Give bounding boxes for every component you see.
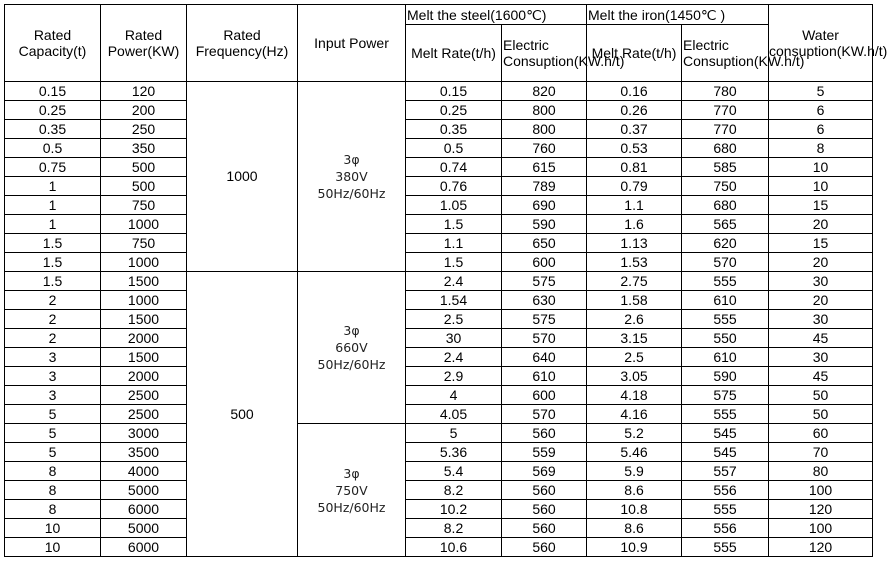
steel-electric-cell: 820	[502, 82, 587, 101]
power-cell: 1500	[101, 310, 187, 329]
water-consumption-cell: 20	[769, 291, 873, 310]
input-power-cell	[298, 82, 406, 272]
capacity-cell: 8	[5, 481, 101, 500]
power-cell: 4000	[101, 462, 187, 481]
steel-melt-rate-cell: 2.9	[406, 367, 502, 386]
steel-electric-cell: 615	[502, 158, 587, 177]
voltage-text: 660V	[335, 340, 368, 355]
iron-melt-rate-cell: 1.58	[587, 291, 682, 310]
input-power-cell	[298, 424, 406, 557]
table-row	[5, 424, 873, 443]
power-cell: 1000	[101, 291, 187, 310]
water-consumption-cell: 8	[769, 139, 873, 158]
iron-melt-rate-cell: 0.81	[587, 158, 682, 177]
capacity-cell: 3	[5, 386, 101, 405]
capacity-cell: 5	[5, 424, 101, 443]
steel-electric-cell: 789	[502, 177, 587, 196]
table-row	[5, 310, 873, 329]
table-row	[5, 329, 873, 348]
iron-electric-cell: 555	[682, 272, 769, 291]
steel-electric-cell: 760	[502, 139, 587, 158]
steel-electric-cell: 570	[502, 405, 587, 424]
power-cell: 6000	[101, 538, 187, 557]
steel-electric-cell: 559	[502, 443, 587, 462]
iron-melt-rate-cell: 5.2	[587, 424, 682, 443]
water-consumption-cell: 30	[769, 348, 873, 367]
steel-electric-cell: 640	[502, 348, 587, 367]
water-consumption-cell: 70	[769, 443, 873, 462]
steel-melt-rate-cell: 2.4	[406, 348, 502, 367]
steel-electric-cell: 560	[502, 538, 587, 557]
rated-capacity-header: Rated Capacity(t)	[5, 5, 101, 82]
power-cell: 500	[101, 158, 187, 177]
steel-melt-rate-cell: 4	[406, 386, 502, 405]
power-cell: 5000	[101, 519, 187, 538]
water-consumption-cell: 6	[769, 120, 873, 139]
capacity-cell: 5	[5, 405, 101, 424]
steel-electric-cell: 575	[502, 310, 587, 329]
rated-power-header: Rated Power(KW)	[101, 5, 187, 82]
steel-melt-rate-cell: 0.25	[406, 101, 502, 120]
steel-melt-rate-cell: 1.5	[406, 215, 502, 234]
power-cell: 2000	[101, 329, 187, 348]
iron-melt-rate-cell: 0.53	[587, 139, 682, 158]
iron-melt-rate-header: Melt Rate(t/h)	[587, 25, 682, 82]
iron-electric-cell: 780	[682, 82, 769, 101]
iron-electric-cell: 585	[682, 158, 769, 177]
power-cell: 6000	[101, 500, 187, 519]
steel-electric-cell: 600	[502, 253, 587, 272]
iron-electric-header: Electric Consuption(KW.h/t)	[682, 25, 769, 82]
iron-melt-rate-cell: 10.9	[587, 538, 682, 557]
table-row	[5, 367, 873, 386]
steel-melt-rate-cell: 2.4	[406, 272, 502, 291]
iron-electric-cell: 570	[682, 253, 769, 272]
steel-melt-rate-cell: 30	[406, 329, 502, 348]
water-consumption-header: Water consuption(KW.h/t)	[769, 5, 873, 82]
rated-frequency-header: Rated Frequency(Hz)	[187, 5, 298, 82]
iron-electric-cell: 610	[682, 348, 769, 367]
steel-electric-cell: 570	[502, 329, 587, 348]
iron-electric-cell: 556	[682, 519, 769, 538]
water-consumption-cell: 120	[769, 538, 873, 557]
steel-electric-cell: 650	[502, 234, 587, 253]
iron-melt-rate-cell: 2.5	[587, 348, 682, 367]
table-row	[5, 158, 873, 177]
water-consumption-cell: 10	[769, 177, 873, 196]
iron-electric-cell: 750	[682, 177, 769, 196]
capacity-cell: 3	[5, 367, 101, 386]
steel-melt-rate-cell: 2.5	[406, 310, 502, 329]
table-row	[5, 272, 873, 291]
capacity-cell: 1.5	[5, 272, 101, 291]
table-row	[5, 234, 873, 253]
frequency-range-text: 50Hz/60Hz	[317, 499, 386, 515]
water-consumption-cell: 100	[769, 481, 873, 500]
steel-melt-rate-cell: 1.1	[406, 234, 502, 253]
steel-electric-cell: 569	[502, 462, 587, 481]
table-row	[5, 405, 873, 424]
steel-melt-rate-cell: 0.5	[406, 139, 502, 158]
water-consumption-cell: 30	[769, 310, 873, 329]
water-consumption-cell: 50	[769, 386, 873, 405]
power-cell: 2500	[101, 386, 187, 405]
water-consumption-cell: 15	[769, 196, 873, 215]
table-row	[5, 443, 873, 462]
frequency-range-text: 50Hz/60Hz	[317, 357, 386, 372]
phase-text: 3φ	[343, 465, 360, 481]
table-body	[5, 82, 873, 557]
iron-melt-rate-cell: 0.37	[587, 120, 682, 139]
phase-text: 3φ	[343, 152, 360, 167]
water-consumption-cell: 100	[769, 519, 873, 538]
iron-electric-cell: 565	[682, 215, 769, 234]
table-row	[5, 481, 873, 500]
water-consumption-cell: 5	[769, 82, 873, 101]
iron-electric-cell: 555	[682, 310, 769, 329]
steel-melt-rate-cell: 0.74	[406, 158, 502, 177]
table-row	[5, 82, 873, 101]
steel-melt-rate-cell: 8.2	[406, 481, 502, 500]
iron-melt-rate-cell: 2.75	[587, 272, 682, 291]
power-cell: 2500	[101, 405, 187, 424]
steel-melt-rate-cell: 0.76	[406, 177, 502, 196]
iron-melt-rate-cell: 10.8	[587, 500, 682, 519]
capacity-cell: 0.25	[5, 101, 101, 120]
steel-electric-cell: 590	[502, 215, 587, 234]
steel-electric-header: Electric Consuption(KW.h/t)	[502, 25, 587, 82]
iron-melt-rate-cell: 0.26	[587, 101, 682, 120]
water-consumption-cell: 20	[769, 253, 873, 272]
table-header	[5, 5, 887, 82]
table-row	[5, 101, 873, 120]
water-consumption-cell: 15	[769, 234, 873, 253]
capacity-cell: 10	[5, 538, 101, 557]
power-cell: 1500	[101, 348, 187, 367]
voltage-text: 380V	[335, 169, 368, 184]
water-consumption-cell: 30	[769, 272, 873, 291]
capacity-cell: 1	[5, 177, 101, 196]
steel-melt-rate-cell: 5.4	[406, 462, 502, 481]
iron-electric-cell: 555	[682, 500, 769, 519]
power-cell: 3000	[101, 424, 187, 443]
steel-melt-rate-cell: 4.05	[406, 405, 502, 424]
capacity-cell: 0.5	[5, 139, 101, 158]
steel-melt-rate-header: Melt Rate(t/h)	[406, 25, 502, 82]
capacity-cell: 1	[5, 215, 101, 234]
iron-electric-cell: 555	[682, 538, 769, 557]
capacity-cell: 2	[5, 291, 101, 310]
water-consumption-cell: 6	[769, 101, 873, 120]
voltage-text: 750V	[335, 482, 368, 498]
iron-melt-rate-cell: 5.46	[587, 443, 682, 462]
table-row	[5, 348, 873, 367]
steel-electric-cell: 800	[502, 101, 587, 120]
table-row	[5, 538, 873, 557]
capacity-cell: 5	[5, 443, 101, 462]
table-row	[5, 215, 873, 234]
iron-electric-cell: 770	[682, 120, 769, 139]
iron-melt-rate-cell: 1.6	[587, 215, 682, 234]
iron-electric-cell: 545	[682, 424, 769, 443]
power-cell: 250	[101, 120, 187, 139]
power-cell: 350	[101, 139, 187, 158]
power-cell: 1500	[101, 272, 187, 291]
capacity-cell: 1.5	[5, 234, 101, 253]
steel-melt-rate-cell: 1.54	[406, 291, 502, 310]
power-cell: 1000	[101, 215, 187, 234]
table-row	[5, 139, 873, 158]
capacity-cell: 1.5	[5, 253, 101, 272]
power-cell: 500	[101, 177, 187, 196]
iron-melt-rate-cell: 2.6	[587, 310, 682, 329]
steel-electric-cell: 600	[502, 386, 587, 405]
iron-melt-rate-cell: 1.53	[587, 253, 682, 272]
table-row	[5, 519, 873, 538]
melt-steel-header: Melt the steel(1600℃)	[406, 5, 587, 25]
iron-electric-cell: 575	[682, 386, 769, 405]
iron-melt-rate-cell: 4.18	[587, 386, 682, 405]
capacity-cell: 10	[5, 519, 101, 538]
capacity-cell: 3	[5, 348, 101, 367]
capacity-cell: 1	[5, 196, 101, 215]
melt-iron-header: Melt the iron(1450℃ )	[587, 5, 769, 25]
water-consumption-cell: 45	[769, 329, 873, 348]
power-cell: 120	[101, 82, 187, 101]
iron-melt-rate-cell: 8.6	[587, 519, 682, 538]
iron-electric-cell: 610	[682, 291, 769, 310]
capacity-cell: 8	[5, 462, 101, 481]
capacity-cell: 8	[5, 500, 101, 519]
steel-melt-rate-cell: 10.6	[406, 538, 502, 557]
water-consumption-cell: 20	[769, 215, 873, 234]
water-consumption-cell: 80	[769, 462, 873, 481]
table-row	[5, 177, 873, 196]
steel-melt-rate-cell: 5.36	[406, 443, 502, 462]
iron-melt-rate-cell: 5.9	[587, 462, 682, 481]
table-row	[5, 253, 873, 272]
water-consumption-cell: 60	[769, 424, 873, 443]
power-cell: 3500	[101, 443, 187, 462]
power-cell: 5000	[101, 481, 187, 500]
steel-electric-cell: 610	[502, 367, 587, 386]
input-power-header: Input Power	[298, 5, 406, 82]
steel-electric-cell: 560	[502, 424, 587, 443]
phase-text: 3φ	[343, 323, 360, 338]
steel-melt-rate-cell: 8.2	[406, 519, 502, 538]
iron-electric-cell: 680	[682, 196, 769, 215]
steel-melt-rate-cell: 0.35	[406, 120, 502, 139]
iron-electric-cell: 555	[682, 405, 769, 424]
iron-melt-rate-cell: 4.16	[587, 405, 682, 424]
steel-melt-rate-cell: 1.05	[406, 196, 502, 215]
steel-electric-cell: 575	[502, 272, 587, 291]
power-cell: 200	[101, 101, 187, 120]
iron-electric-cell: 680	[682, 139, 769, 158]
steel-electric-cell: 630	[502, 291, 587, 310]
table-row	[5, 462, 873, 481]
steel-electric-cell: 560	[502, 481, 587, 500]
water-consumption-cell: 45	[769, 367, 873, 386]
water-consumption-cell: 10	[769, 158, 873, 177]
iron-melt-rate-cell: 3.05	[587, 367, 682, 386]
capacity-cell: 2	[5, 310, 101, 329]
steel-melt-rate-cell: 10.2	[406, 500, 502, 519]
steel-melt-rate-cell: 1.5	[406, 253, 502, 272]
iron-melt-rate-cell: 3.15	[587, 329, 682, 348]
table-row	[5, 500, 873, 519]
table-row	[5, 196, 873, 215]
capacity-cell: 0.75	[5, 158, 101, 177]
steel-melt-rate-cell: 0.15	[406, 82, 502, 101]
specification-table	[4, 4, 887, 557]
table-row	[5, 291, 873, 310]
iron-melt-rate-cell: 1.1	[587, 196, 682, 215]
power-cell: 750	[101, 196, 187, 215]
frequency-cell: 500	[187, 272, 298, 557]
power-cell: 2000	[101, 367, 187, 386]
steel-electric-cell: 690	[502, 196, 587, 215]
water-consumption-cell: 120	[769, 500, 873, 519]
iron-melt-rate-cell: 1.13	[587, 234, 682, 253]
iron-melt-rate-cell: 0.79	[587, 177, 682, 196]
input-power-cell	[298, 272, 406, 424]
iron-electric-cell: 590	[682, 367, 769, 386]
steel-melt-rate-cell: 5	[406, 424, 502, 443]
table-row	[5, 120, 873, 139]
iron-melt-rate-cell: 8.6	[587, 481, 682, 500]
iron-electric-cell: 556	[682, 481, 769, 500]
capacity-cell: 0.15	[5, 82, 101, 101]
frequency-range-text: 50Hz/60Hz	[317, 186, 386, 201]
steel-electric-cell: 560	[502, 519, 587, 538]
steel-electric-cell: 800	[502, 120, 587, 139]
iron-electric-cell: 770	[682, 101, 769, 120]
iron-electric-cell: 620	[682, 234, 769, 253]
iron-melt-rate-cell: 0.16	[587, 82, 682, 101]
iron-electric-cell: 545	[682, 443, 769, 462]
water-consumption-cell: 50	[769, 405, 873, 424]
iron-electric-cell: 550	[682, 329, 769, 348]
power-cell: 750	[101, 234, 187, 253]
steel-electric-cell: 560	[502, 500, 587, 519]
power-cell: 1000	[101, 253, 187, 272]
capacity-cell: 0.35	[5, 120, 101, 139]
frequency-cell: 1000	[187, 82, 298, 272]
iron-electric-cell: 557	[682, 462, 769, 481]
capacity-cell: 2	[5, 329, 101, 348]
table-row	[5, 386, 873, 405]
